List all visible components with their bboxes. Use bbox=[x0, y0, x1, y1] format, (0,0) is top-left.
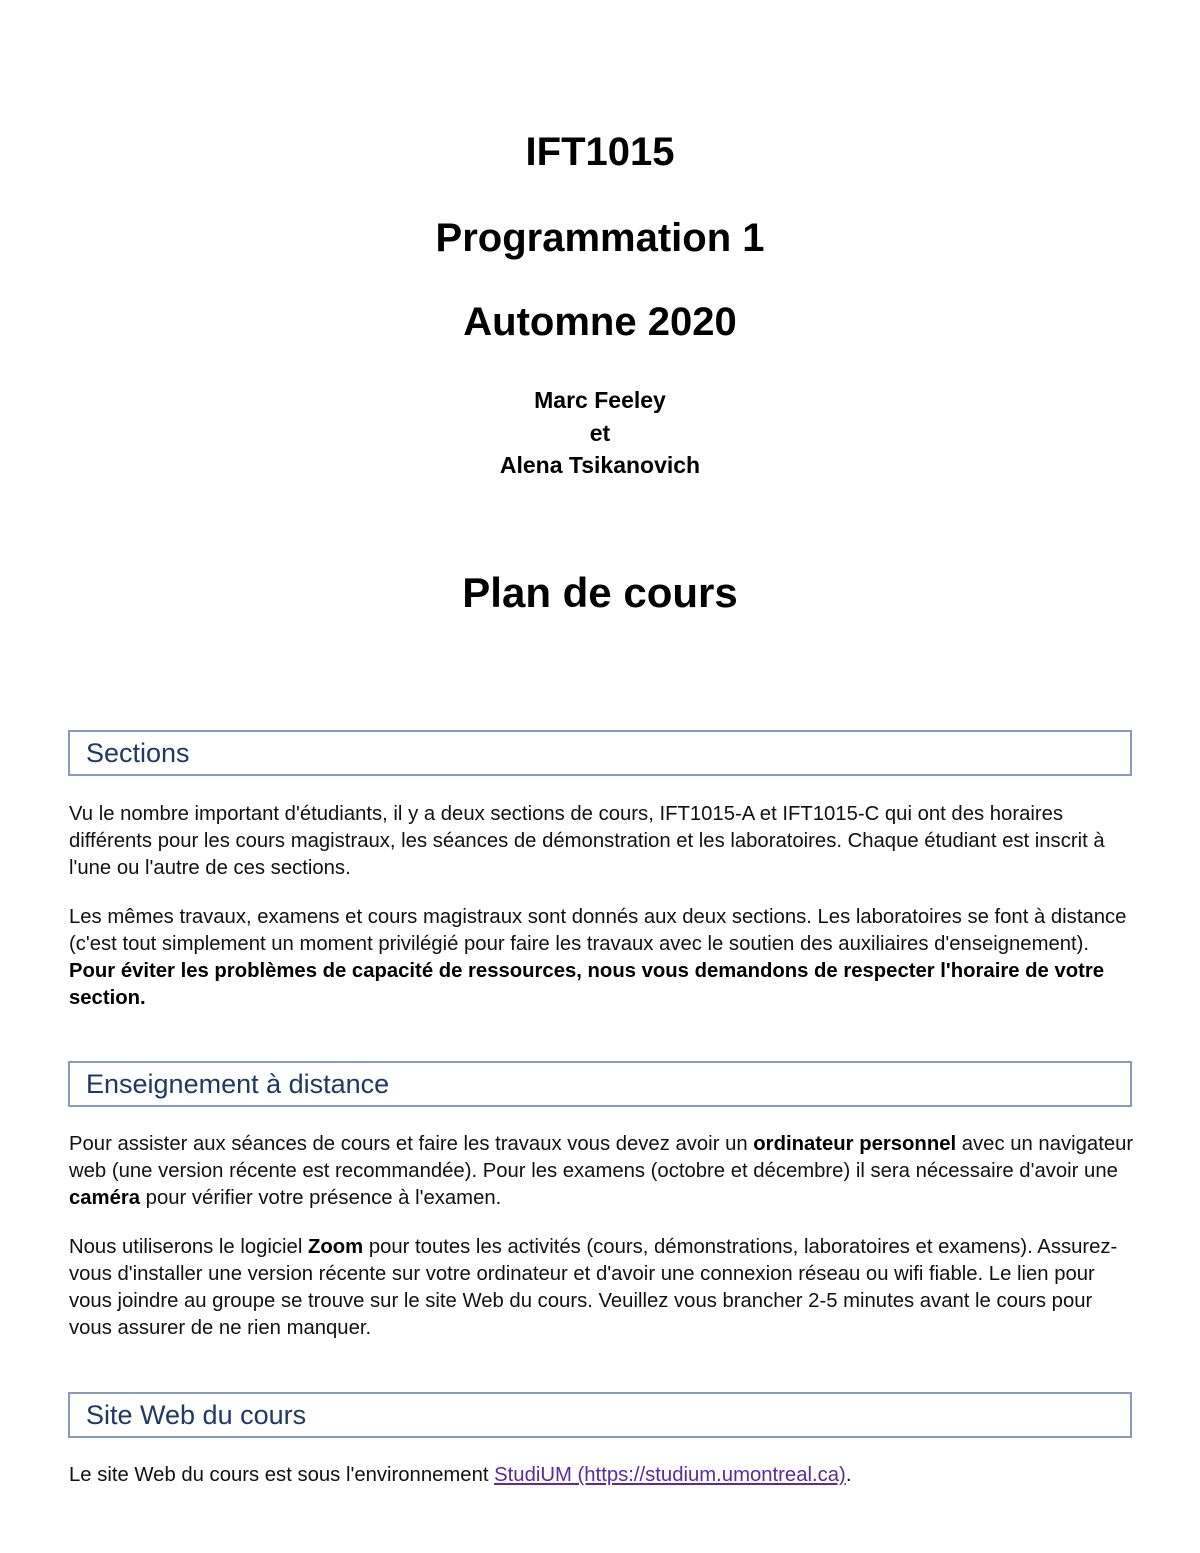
paragraph bbox=[69, 1462, 1139, 1489]
paragraph bbox=[69, 1131, 1139, 1212]
course-code: IFT1015 bbox=[525, 130, 675, 174]
section-heading-box bbox=[68, 1392, 1132, 1438]
author-name: Alena Tsikanovich bbox=[499, 452, 701, 478]
paragraph-emphasis: Zoom bbox=[307, 1236, 364, 1258]
paragraph bbox=[69, 1234, 1139, 1342]
studium-link[interactable]: StudiUM (https://studium.umontreal.ca) bbox=[494, 1464, 846, 1486]
paragraph-emphasis: ordinateur personnel bbox=[753, 1133, 957, 1155]
paragraph-text: Le site Web du cours est sous l'environnement bbox=[69, 1464, 495, 1486]
course-term: Automne 2020 bbox=[463, 300, 737, 344]
section-heading-box bbox=[68, 1061, 1132, 1107]
paragraph bbox=[69, 904, 1139, 1012]
paragraph-text: Pour assister aux séances de cours et faire les travaux vous devez avoir un bbox=[69, 1133, 754, 1155]
paragraph-text: Les mêmes travaux, examens et cours magistraux sont donnés aux deux sections. Les laboratoires se font à distance (c'est tout simplement un moment privilégié pour faire les travaux avec le soutien des auxiliaires d'enseignement). bbox=[69, 906, 1127, 955]
paragraph-text: pour vérifier votre présence à l'examen. bbox=[140, 1187, 502, 1209]
author-name: Marc Feeley bbox=[534, 387, 666, 413]
paragraph-emphasis: Pour éviter les problèmes de capacité de ressources, nous vous demandons de respecter l'horaire de votre section. bbox=[69, 960, 1105, 1009]
section-heading-box bbox=[68, 730, 1132, 776]
course-name: Programmation 1 bbox=[435, 216, 765, 260]
paragraph-text: avec un navigateur web (une version récente est recommandée). Pour les examens (octobre et décembre) il sera nécessaire d'avoir une bbox=[69, 1133, 1134, 1182]
paragraph-text: pour toutes les activités (cours, démonstrations, laboratoires et examens). Assurez-vous d'installer une version récente sur votre ordinateur et d'avoir une connexion réseau ou wifi fiable. Le lien pour vous joindre au groupe se trouve sur le site Web du cours. Veuillez vous brancher 2-5 minutes avant le cours pour vous assurer de ne rien manquer. bbox=[69, 1236, 1118, 1339]
section-heading: Enseignement à distance bbox=[86, 1069, 390, 1099]
paragraph-text: . bbox=[845, 1464, 852, 1486]
author-conjunction: et bbox=[589, 419, 611, 446]
paragraph: Vu le nombre important d'étudiants, il y a deux sections de cours, IFT1015-A et IFT1015-C qui ont des horaires différents pour les cours magistraux, les séances de démonstration et les laboratoires. Chaque étudiant est inscrit à l'une ou l'autre de ces sections. bbox=[69, 803, 1105, 879]
section-heading: Site Web du cours bbox=[86, 1400, 307, 1430]
authors bbox=[0, 384, 1200, 482]
paragraph-text: Nous utiliserons le logiciel bbox=[69, 1236, 308, 1258]
document-title: Plan de cours bbox=[462, 569, 738, 616]
section-heading: Sections bbox=[86, 738, 190, 768]
paragraph-emphasis: caméra bbox=[69, 1187, 141, 1209]
